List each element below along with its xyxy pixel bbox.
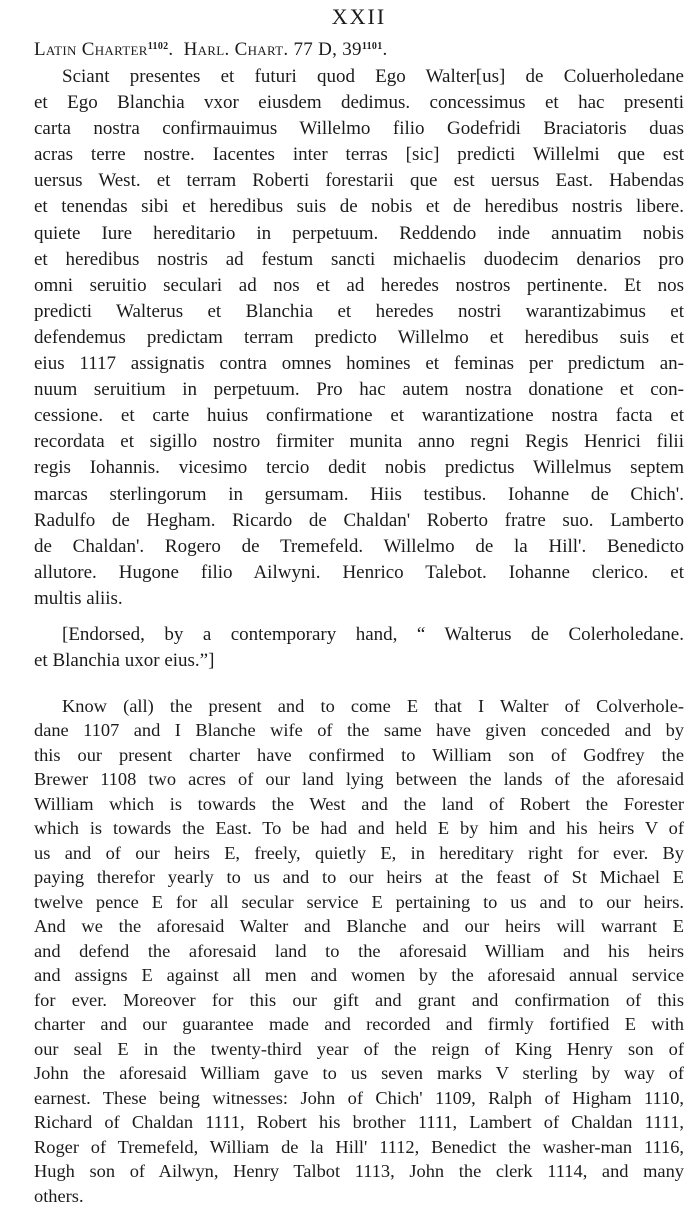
english-line: others. bbox=[34, 1185, 84, 1206]
english-line: And we the aforesaid Walter and Blanche and our heirs will warrant E bbox=[34, 916, 684, 937]
latin-line: defendemus predictam terram predicto Willelmo et heredibus suis et bbox=[34, 326, 684, 348]
english-line: our seal E in the twenty-third year of the reign of King Henry son of bbox=[34, 1038, 684, 1059]
english-line: paying therefor yearly to us and to our heirs at the feast of St Michael E bbox=[34, 867, 684, 888]
english-line: Roger of Tremefeld, William de la Hill' 1112, Benedict the washer-man 1116, bbox=[34, 1136, 684, 1157]
english-line: Richard of Chaldan 1111, Robert his brother 1111, Lambert of Chaldan 1111, bbox=[34, 1112, 684, 1133]
latin-line: Radulfo de Hegham. Ricardo de Chaldan' Roberto fratre suo. Lamberto bbox=[34, 509, 684, 531]
latin-line: et tenendas sibi et heredibus suis de nobis et de heredibus nostris libere. bbox=[34, 196, 684, 218]
latin-line: cessione. et carte huius confirmatione et warantizatione nostra facta et bbox=[34, 405, 684, 427]
latin-line: regis Iohannis. vicesimo tercio dedit nobis predictus Willelmus septem bbox=[34, 457, 684, 479]
latin-charter-text bbox=[34, 64, 684, 612]
english-line: this our present charter have confirmed to William son of Godfrey the bbox=[34, 744, 684, 765]
latin-line: nuum seruitium in perpetuum. Pro hac autem nostra donatione et con- bbox=[34, 379, 684, 401]
heading-source-footnote: 1101 bbox=[361, 40, 383, 52]
english-line: and defend the aforesaid land to the aforesaid William and his heirs bbox=[34, 940, 684, 961]
english-line: for ever. Moreover for this our gift and grant and confirmation of this bbox=[34, 989, 684, 1010]
endorsement-line: et Blanchia uxor eius.”] bbox=[34, 649, 215, 671]
charter-heading: Latin Charter$^{1102}$. Harl. Chart. 77 D, $39^{1101}$. bbox=[34, 39, 388, 60]
latin-line: marcas sterlingorum in gersumam. Hiis testibus. Iohanne de Chich'. bbox=[34, 483, 684, 505]
english-line: Brewer 1108 two acres of our land lying between the lands of the aforesaid bbox=[34, 769, 684, 790]
english-translation-text bbox=[34, 694, 684, 1208]
latin-line: acras terre nostre. Iacentes inter terras [sic] predicti Willelmi que est bbox=[34, 144, 684, 166]
english-line: which is towards the East. To be had and held E by him and his heirs V of bbox=[34, 818, 684, 839]
english-line: twelve pence E for all secular service E pertaining to us and to our heirs. bbox=[34, 891, 684, 912]
english-line: earnest. These being witnesses: John of Chich' 1109, Ralph of Higham 1110, bbox=[34, 1087, 684, 1108]
latin-line: predicti Walterus et Blanchia et heredes nostri warantizabimus et bbox=[34, 300, 684, 322]
english-line: William which is towards the West and the land of Robert the Forester bbox=[34, 793, 684, 814]
latin-line: multis aliis. bbox=[34, 587, 123, 609]
chapter-number: XXII bbox=[331, 4, 387, 29]
latin-line: Sciant presentes et futuri quod Ego Walter[us] de Coluerholedane bbox=[62, 66, 684, 87]
latin-line: et heredibus nostris ad festum sancti michaelis duodecim denarios pro bbox=[34, 248, 684, 270]
endorsement-line: [Endorsed, by a contemporary hand, “ Walterus de Colerholedane. bbox=[62, 623, 684, 645]
latin-line: quiete Iure hereditario in perpetuum. Reddendo inde annuatim nobis bbox=[34, 222, 684, 244]
endorsement-note bbox=[34, 622, 684, 674]
english-line: dane 1107 and I Blanche wife of the same have given conceded and by bbox=[34, 720, 684, 741]
latin-line: eius 1117 assignatis contra omnes homines et feminas per predictum an- bbox=[34, 353, 684, 375]
latin-line: carta nostra confirmauimus Willelmo filio Godefridi Braciatoris duas bbox=[34, 118, 684, 140]
heading-title: Latin Charter bbox=[34, 39, 148, 60]
latin-line: uersus West. et terram Roberti forestarii que est uersus East. Habendas bbox=[34, 170, 684, 192]
english-line: John the aforesaid William gave to us seven marks V sterling by way of bbox=[34, 1063, 684, 1084]
heading-end: . bbox=[382, 39, 388, 60]
heading-title-footnote: 1102 bbox=[147, 40, 169, 52]
latin-line: de Chaldan'. Rogero de Tremefeld. Willelmo de la Hill'. Benedicto bbox=[34, 535, 684, 557]
english-line: and assigns E against all men and women by the aforesaid annual service bbox=[34, 965, 684, 986]
latin-line: allutore. Hugone filio Ailwyni. Henrico Talebot. Iohanne clerico. et bbox=[34, 561, 684, 583]
english-line: Hugh son of Ailwyn, Henry Talbot 1113, John the clerk 1114, and many bbox=[34, 1161, 684, 1182]
latin-line: recordata et sigillo nostro firmiter munita anno regni Regis Henrici filii bbox=[34, 431, 684, 453]
english-line: charter and our guarantee made and recorded and firmly fortified E with bbox=[34, 1014, 684, 1035]
english-line: us and of our heirs E, freely, quietly E, in hereditary right for ever. By bbox=[34, 842, 684, 863]
latin-line: omni seruitio seculari ad nos et ad heredes nostros pertinente. Et nos bbox=[34, 274, 684, 296]
heading-source: Harl. Chart. 77 D, 39 bbox=[183, 39, 362, 60]
latin-line: et Ego Blanchia vxor eiusdem dedimus. concessimus et hac presenti bbox=[34, 92, 684, 114]
english-line: Know (all) the present and to come E that I Walter of Colverhole- bbox=[62, 695, 684, 716]
